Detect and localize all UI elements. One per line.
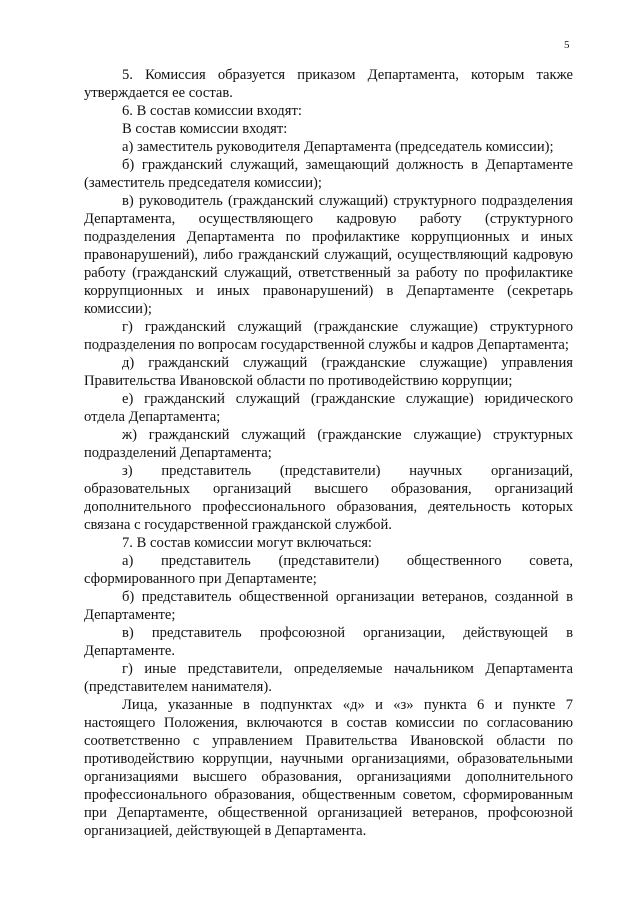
- paragraph-6-intro: В состав комиссии входят:: [122, 121, 288, 137]
- list-item-6g: г) гражданский служащий (гражданские служащие) структурного подразделения по вопросам государственной службы и кадров Департамента;: [84, 319, 573, 353]
- list-item-6v: в) руководитель (гражданский служащий) структурного подразделения Департамента, осуществляющего кадровую работу (структурного подразделения Департамента по профилактике коррупционных и иных правонарушений), либо гражданский служащий, осуществляющий кадровую работу (гражданский служащий, ответственный за работу по профилактике коррупционных и иных правонарушений) в Департаменте (секретарь комиссии);: [84, 193, 573, 317]
- paragraph-persons: Лица, указанные в подпунктах «д» и «з» пункта 6 и пункте 7 настоящего Положения, включаются в состав комиссии по согласованию соответственно с управлением Правительства Ивановской области по противодействию коррупции, научными организациями, образовательными организациями высшего образования, организациями дополнительного профессионального образования, общественным советом, сформированным при Департаменте, общественной организацией ветеранов, профсоюзной организацией, действующей в Департамента.: [84, 697, 573, 839]
- list-item-6d: д) гражданский служащий (гражданские служащие) управления Правительства Ивановской области по противодействию коррупции;: [84, 355, 573, 389]
- paragraph-5: 5. Комиссия образуется приказом Департамента, которым также утверждается ее состав.: [84, 67, 573, 101]
- list-item-6b: б) гражданский служащий, замещающий должность в Департаменте (заместитель председателя комиссии);: [84, 157, 573, 191]
- page-number: 5: [564, 39, 570, 51]
- list-item-7v: в) представитель профсоюзной организации, действующей в Департаменте.: [84, 625, 573, 659]
- paragraph-7-heading: 7. В состав комиссии могут включаться:: [122, 535, 372, 551]
- list-item-6e: е) гражданский служащий (гражданские служащие) юридического отдела Департамента;: [84, 391, 573, 425]
- paragraph-6-heading: 6. В состав комиссии входят:: [122, 103, 302, 119]
- list-item-6z: з) представитель (представители) научных организаций, образовательных организаций высшего образования, организаций дополнительного профессионального образования, деятельность которых связана с государственной гражданской службой.: [84, 463, 573, 533]
- list-item-6zh: ж) гражданский служащий (гражданские служащие) структурных подразделений Департамента;: [84, 427, 573, 461]
- list-item-7b: б) представитель общественной организации ветеранов, созданной в Департаменте;: [84, 589, 573, 623]
- list-item-6a: а) заместитель руководителя Департамента (председатель комиссии);: [122, 139, 554, 155]
- document-body: [84, 66, 573, 840]
- list-item-7g: г) иные представители, определяемые начальником Департамента (представителем нанимателя).: [84, 661, 573, 695]
- list-item-7a: а) представитель (представители) общественного совета, сформированного при Департаменте;: [84, 553, 573, 587]
